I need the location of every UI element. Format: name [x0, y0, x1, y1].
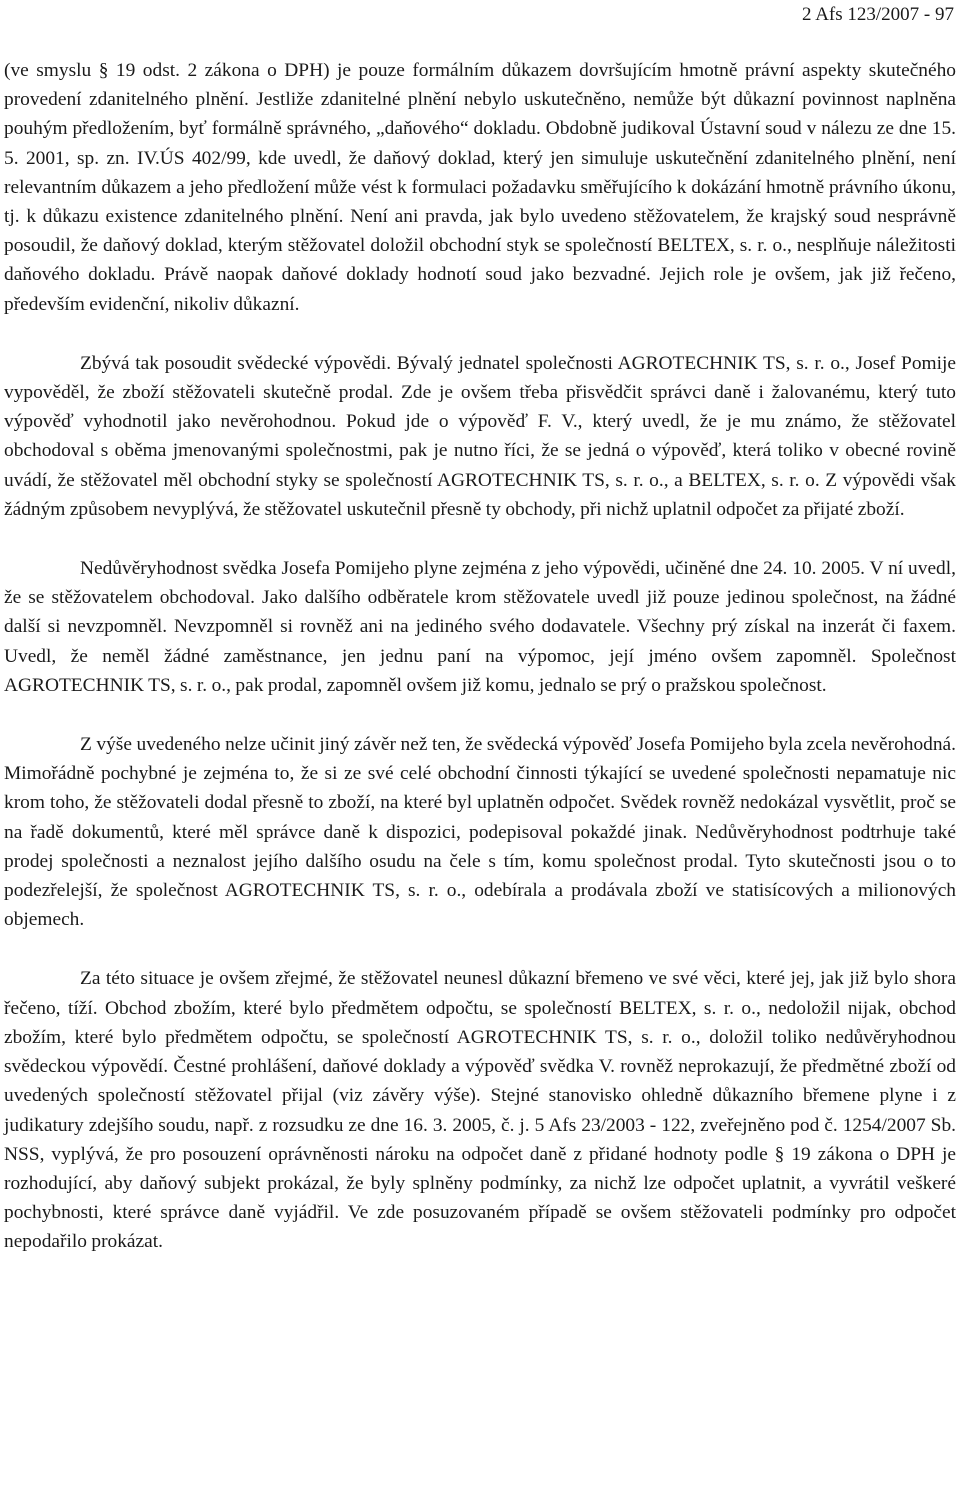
- paragraph-1: (ve smyslu § 19 odst. 2 zákona o DPH) je pouze formálním důkazem dovršujícím hmotně právní aspekty skutečného provedení zdanitelného plnění. Jestliže zdanitelné plnění nebylo uskutečněno, nemůže být důkazní povinnost naplněna pouhým předložením, byť formálně správného, „daňového“ dokladu. Obdobně judikoval Ústavní soud v nálezu ze dne 15. 5. 2001, sp. zn. IV.ÚS 402/99, kde uvedl, že daňový doklad, který jen simuluje uskutečnění zdanitelného plnění, není relevantním důkazem a jeho předložení může vést k formulaci požadavku směřujícího k dokázání hmotně právního úkonu, tj. k důkazu existence zdanitelného plnění. Není ani pravda, jak bylo uvedeno stěžovatelem, že krajský soud nesprávně posoudil, že daňový doklad, kterým stěžovatel doložil obchodní styk se společností BELTEX, s. r. o., nesplňuje náležitosti daňového dokladu. Právě naopak daňové doklady hodnotí soud jako bezvadné. Jejich role je ovšem, jak již řečeno, především evidenční, nikoliv důkazní.: [4, 60, 956, 315]
- case-reference-header: 2 Afs 123/2007 - 97: [802, 4, 954, 25]
- paragraph-spacer: [4, 319, 956, 349]
- document-body: [4, 56, 956, 1257]
- paragraph-2: Zbývá tak posoudit svědecké výpovědi. Bývalý jednatel společnosti AGROTECHNIK TS, s. r. o., Josef Pomije vypověděl, že zboží stěžovateli skutečně prodal. Zde je ovšem třeba přisvědčit správci daně i žalovanému, který tuto výpověď vyhodnotil jako nevěrohodnou. Pokud jde o výpověď F. V., který uvedl, že je mu známo, že stěžovatel obchodoval s oběma jmenovanými společnostmi, pak je nutno říci, že se jedná o výpověď, která toliko v obecné rovině uvádí, že stěžovatel měl obchodní styky se společností AGROTECHNIK TS, s. r. o., a BELTEX, s. r. o. Z výpovědi však žádným způsobem nevyplývá, že stěžovatel uskutečnil přesně ty obchody, při nichž uplatnil odpočet za přijaté zboží.: [4, 352, 956, 520]
- paragraph-spacer: [4, 524, 956, 554]
- paragraph-spacer: [4, 700, 956, 730]
- paragraph-5: Za této situace je ovšem zřejmé, že stěžovatel neunesl důkazní břemeno ve své věci, které jej, jak již bylo shora řečeno, tíží. Obchod zbožím, které bylo předmětem odpočtu, se společností BELTEX, s. r. o., nedoložil nijak, obchod zbožím, které bylo předmětem odpočtu, se společností AGROTECHNIK TS, s. r. o., doložil toliko nedůvěryhodnou svědeckou výpovědí. Čestné prohlášení, daňové doklady a výpověď svědka V. rovněž neprokazují, že předmětné zboží od uvedených společností stěžovatel přijal (viz závěry výše). Stejné stanovisko ohledně důkazního břemene plyne i z judikatury zdejšího soudu, např. z rozsudku ze dne 16. 3. 2005, č. j. 5 Afs 23/2003 - 122, zveřejněno pod č. 1254/2007 Sb. NSS, vyplývá, že pro posouzení oprávněnosti nároku na odpočet daně z přidané hodnoty podle § 19 zákona o DPH je rozhodující, aby daňový subjekt prokázal, že byly splněny podmínky, za nichž lze odpočet uplatnit, a vyvrátil veškeré pochybnosti, které správce daně vyjádřil. Ve zde posuzovaném případě se ovšem stěžovateli podmínky pro odpočet nepodařilo prokázat.: [4, 968, 956, 1253]
- paragraph-3: Nedůvěryhodnost svědka Josefa Pomijeho plyne zejména z jeho výpovědi, učiněné dne 24. 10. 2005. V ní uvedl, že se stěžovatelem obchodoval. Jako dalšího odběratele krom stěžovatele uvedl již pouze jedinou společnost, na žádné další si nevzpomněl. Nevzpomněl si rovněž ani na jediného svého dodavatele. Všechny prý získal na inzerát či faxem. Uvedl, že neměl žádné zaměstnance, jen jednu paní na výpomoc, její jméno ovšem zapomněl. Společnost AGROTECHNIK TS, s. r. o., pak prodal, zapomněl ovšem již komu, jednalo se prý o pražskou společnost.: [4, 558, 956, 696]
- paragraph-4: Z výše uvedeného nelze učinit jiný závěr než ten, že svědecká výpověď Josefa Pomijeho byla zcela nevěrohodná. Mimořádně pochybné je zejména to, že si ze své celé obchodní činnosti týkající se uvedené společnosti nepamatuje nic krom toho, že stěžovateli dodal přesně to zboží, na které byl uplatněn odpočet. Svědek rovněž nedokázal vysvětlit, proč se na řadě dokumentů, které měl správce daně k dispozici, podepisoval pokaždé jinak. Nedůvěryhodnost podtrhuje také prodej společnosti a neznalost jejího dalšího osudu na čele s tím, komu společnost prodal. Tyto skutečnosti jsou o to podezřelejší, že společnost AGROTECHNIK TS, s. r. o., odebírala a prodávala zboží ve statisícových a milionových objemech.: [4, 734, 956, 931]
- paragraph-spacer: [4, 934, 956, 964]
